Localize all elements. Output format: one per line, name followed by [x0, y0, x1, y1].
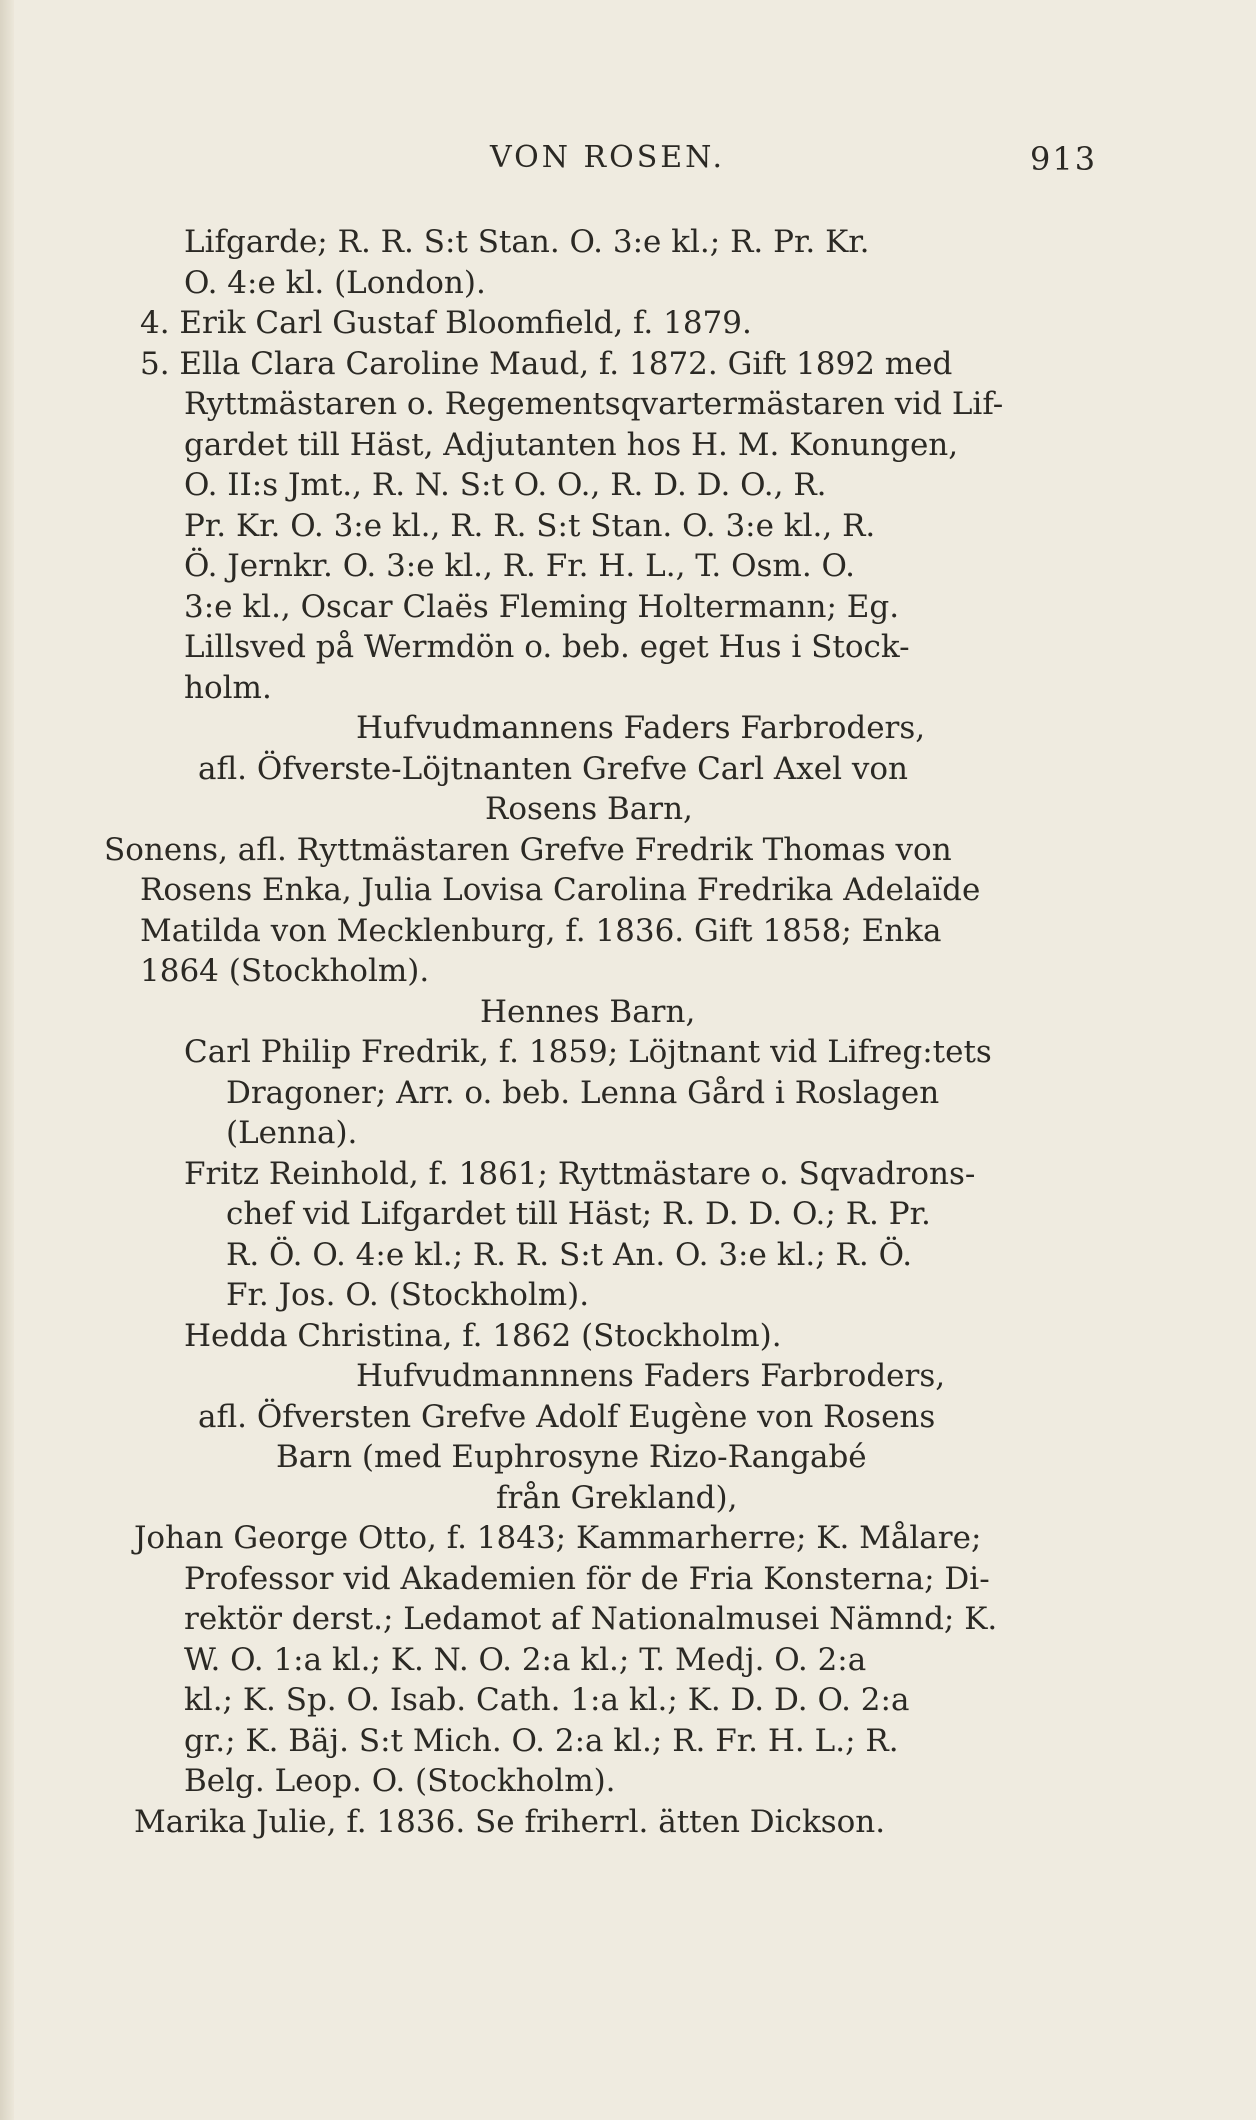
section-heading: Hennes Barn,: [480, 993, 696, 1030]
text-line: W. O. 1:a kl.; K. N. O. 2:a kl.; T. Medj. O. 2:a: [184, 1641, 867, 1678]
text-line: Fr. Jos. O. (Stockholm).: [226, 1277, 590, 1313]
text-line: Matilda von Mecklenburg, f. 1836. Gift 1858; Enka: [140, 912, 942, 949]
text-line: Lifgarde; R. R. S:t Stan. O. 3:e kl.; R. Pr. Kr.: [184, 224, 870, 260]
text-line: afl. Öfverste-Löjtnanten Grefve Carl Axel von: [198, 750, 909, 787]
text-line: afl. Öfversten Grefve Adolf Eugène von Rosens: [198, 1398, 936, 1435]
section-heading: Rosens Barn,: [485, 791, 693, 827]
section-heading: Hufvudmannens Faders Farbroders,: [356, 710, 926, 746]
text-line: Rosens Enka, Julia Lovisa Carolina Fredrika Adelaïde: [140, 872, 981, 908]
text-line: Sonens, afl. Ryttmästaren Grefve Fredrik Thomas von: [104, 831, 952, 868]
text-line: holm.: [184, 669, 272, 706]
text-line: Carl Philip Fredrik, f. 1859; Löjtnant vid Lifreg:tets: [184, 1034, 992, 1070]
text-line: kl.; K. Sp. O. Isab. Cath. 1:a kl.; K. D. D. O. 2:a: [184, 1682, 910, 1718]
page-edge: [0, 0, 14, 2120]
text-line: Lillsved på Wermdön o. beb. eget Hus i Stock-: [184, 629, 910, 665]
text-line: gardet till Häst, Adjutanten hos H. M. Konungen,: [184, 426, 959, 463]
text-line: rektör derst.; Ledamot af Nationalmusei Nämnd; K.: [184, 1601, 998, 1637]
text-line: Johan George Otto, f. 1843; Kammarherre; K. Målare;: [134, 1520, 982, 1556]
running-head: VON ROSEN.: [490, 140, 726, 175]
text-line: Marika Julie, f. 1836. Se friherrl. ätten Dickson.: [134, 1803, 886, 1840]
text-line: 4. Erik Carl Gustaf Bloomfield, f. 1879.: [140, 305, 752, 341]
text-line: R. Ö. O. 4:e kl.; R. R. S:t An. O. 3:e kl.; R. Ö.: [226, 1236, 913, 1273]
text-line: gr.; K. Bäj. S:t Mich. O. 2:a kl.; R. Fr. H. L.; R.: [184, 1722, 899, 1759]
body-text: [104, 222, 1110, 1842]
text-line: 3:e kl., Oscar Claës Fleming Holtermann; Eg.: [184, 588, 900, 625]
page-number: 913: [1030, 140, 1098, 178]
text-line: Hedda Christina, f. 1862 (Stockholm).: [184, 1317, 782, 1354]
text-line: (Lenna).: [226, 1115, 358, 1151]
page-header: [0, 140, 1256, 180]
text-line: O. 4:e kl. (London).: [184, 264, 486, 301]
text-line: Dragoner; Arr. o. beb. Lenna Gård i Roslagen: [226, 1074, 940, 1111]
text-line: 1864 (Stockholm).: [140, 953, 430, 989]
text-line: Barn (med Euphrosyne Rizo-Rangabé: [276, 1439, 867, 1475]
section-heading: från Grekland),: [496, 1479, 738, 1516]
text-line: Ryttmästaren o. Regementsqvartermästaren vid Lif-: [184, 386, 1004, 422]
text-line: Belg. Leop. O. (Stockholm).: [184, 1763, 616, 1799]
section-heading: Hufvudmannnens Faders Farbroders,: [356, 1358, 946, 1394]
text-line: O. II:s Jmt., R. N. S:t O. O., R. D. D. O., R.: [184, 467, 827, 503]
text-line: Professor vid Akademien för de Fria Konsterna; Di-: [184, 1560, 990, 1597]
text-line: Ö. Jernkr. O. 3:e kl., R. Fr. H. L., T. Osm. O.: [184, 548, 855, 584]
text-line: Pr. Kr. O. 3:e kl., R. R. S:t Stan. O. 3:e kl., R.: [184, 507, 876, 544]
text-line: 5. Ella Clara Caroline Maud, f. 1872. Gift 1892 med: [140, 345, 953, 382]
text-line: chef vid Lifgardet till Häst; R. D. D. O.; R. Pr.: [226, 1196, 931, 1232]
text-line: Fritz Reinhold, f. 1861; Ryttmästare o. Sqvadrons-: [184, 1155, 976, 1192]
